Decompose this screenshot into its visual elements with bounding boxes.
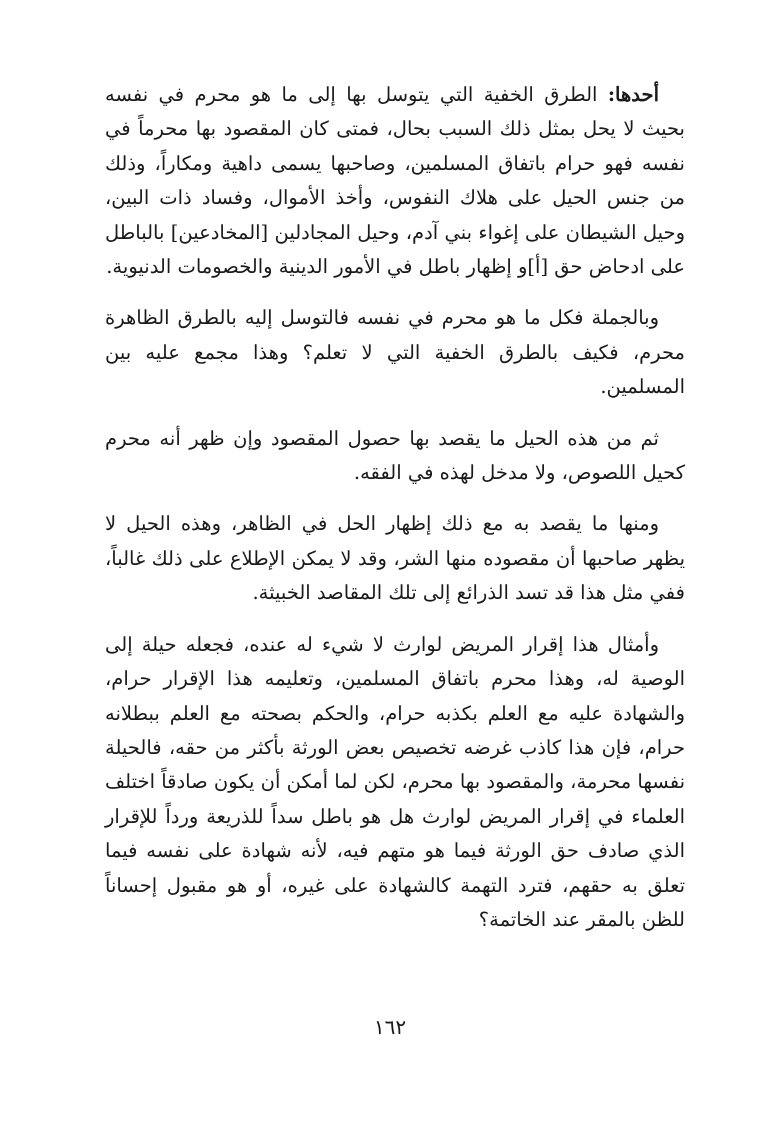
paragraph-5 xyxy=(105,628,685,938)
paragraph-text: وأمثال هذا إقرار المريض لوارث لا شيء له عنده، فجعله حيلة إلى الوصية له، وهذا محرم باتفاق المسلمين، وتعليمه هذا الإقرار حرام، والشهادة عليه مع العلم بكذبه حرام، والحكم بصحته مع العلم ببطلانه حرام، فإن هذا كاذب غرضه تخصيص بعض الورثة بأكثر من حقه، فالحيلة نفسها محرمة، والمقصود بها محرم، لكن لما أمكن أن يكون صادقاً اختلف العلماء في إقرار المريض لوارث هل هو باطل سداً للذريعة ورداً للإقرار الذي صادف حق الورثة فيما هو متهم فيه، لأنه شهادة على نفسه فيما تعلق به حقهم، فترد التهمة كالشهادة على غيره، أو هو مقبول إحساناً للظن بالمقر عند الخاتمة؟ xyxy=(105,632,685,931)
page-number: ١٦٢ xyxy=(373,1015,407,1039)
paragraph-text: وبالجملة فكل ما هو محرم في نفسه فالتوسل إليه بالطرق الظاهرة محرم، فكيف بالطرق الخفية التي لا تعلم؟ وهذا مجمع عليه بين المسلمين. xyxy=(105,306,685,399)
page-body xyxy=(105,78,685,937)
paragraph-text: ومنها ما يقصد به مع ذلك إظهار الحل في الظاهر، وهذه الحيل لا يظهر صاحبها أن مقصوده منها الشر، وقد لا يمكن الإطلاع على ذلك غالباً، ففي مثل هذا قد تسد الذرائع إلى تلك المقاصد الخبيثة. xyxy=(105,512,685,605)
paragraph-3 xyxy=(105,422,685,491)
paragraph-2 xyxy=(105,301,685,404)
paragraph-text: ثم من هذه الحيل ما يقصد بها حصول المقصود وإن ظهر أنه محرم كحيل اللصوص، ولا مدخل لهذه في الفقه. xyxy=(105,426,685,485)
paragraph-1 xyxy=(105,78,685,284)
paragraph-text: الطرق الخفية التي يتوسل بها إلى ما هو محرم في نفسه بحيث لا يحل بمثل ذلك السبب بحال، فمتى كان المقصود بها محرماً في نفسه فهو حرام باتفاق المسلمين، وصاحبها يسمى داهية ومكاراً، وذلك من جنس الحيل على هلاك النفوس، وأخذ الأموال، وفساد ذات البين، وحيل الشيطان على إغواء بني آدم، وحيل المجادلين [المخادعين] بالباطل على ادحاض حق [أ]و إظهار باطل في الأمور الدينية والخصومات الدنيوية. xyxy=(105,83,685,279)
paragraph-4 xyxy=(105,507,685,610)
paragraph-lead: أحدها: xyxy=(607,83,659,106)
